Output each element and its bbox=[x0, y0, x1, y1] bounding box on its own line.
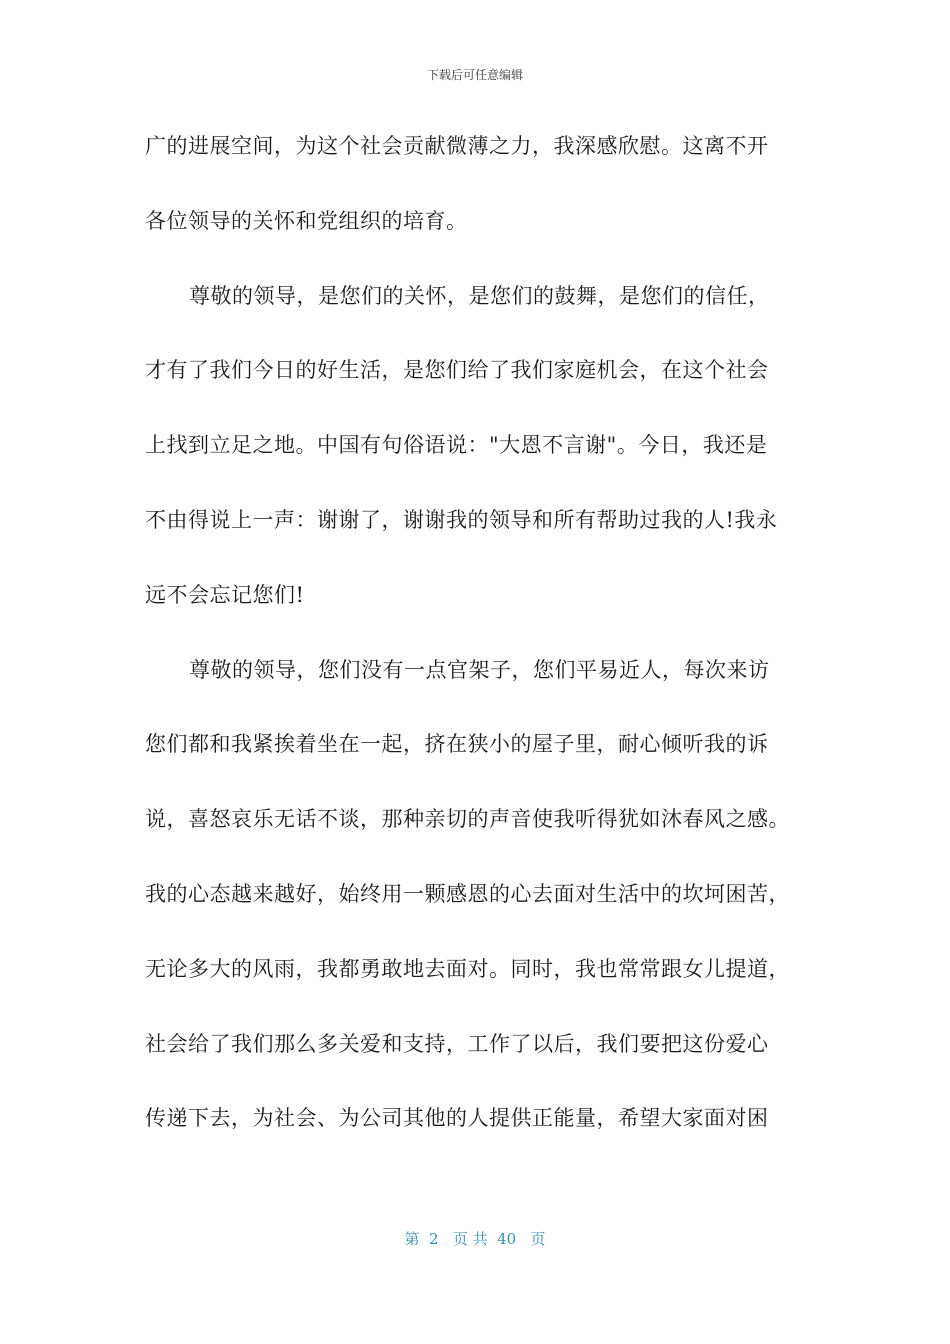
text-line: 各位领导的关怀和党组织的培育。 bbox=[145, 208, 468, 233]
text-line: 才有了我们今日的好生活，是您们给了我们家庭机会，在这个社会 bbox=[145, 358, 769, 383]
page-number-footer: 第 2 页 共 40 页 bbox=[404, 1230, 546, 1248]
text-line: 您们都和我紧挨着坐在一起，挤在狭小的屋子里，耐心倾听我的诉 bbox=[145, 732, 769, 757]
text-line: 传递下去，为社会、为公司其他的人提供正能量，希望大家面对困 bbox=[145, 1106, 769, 1131]
paragraph-start-line: 尊敬的领导，是您们的关怀，是您们的鼓舞，是您们的信任， bbox=[189, 283, 770, 308]
text-line: 说，喜怒哀乐无话不谈，那种亲切的声音使我听得犹如沐春风之感。 bbox=[145, 807, 790, 832]
text-line: 远不会忘记您们! bbox=[145, 582, 305, 607]
text-line: 社会给了我们那么多关爱和支持，工作了以后，我们要把这份爱心 bbox=[145, 1031, 769, 1056]
document-body bbox=[145, 118, 815, 1165]
text-line: 广的进展空间，为这个社会贡献微薄之力，我深感欣慰。这离不开 bbox=[145, 134, 769, 158]
text-line: 不由得说上一声：谢谢了，谢谢我的领导和所有帮助过我的人!我永 bbox=[145, 507, 778, 532]
page-header: 下载后可任意编辑 bbox=[426, 68, 523, 82]
text-line: 无论多大的风雨，我都勇敢地去面对。同时，我也常常跟女儿提道， bbox=[145, 956, 790, 981]
text-line: 上找到立足之地。中国有句俗语说："大恩不言谢"。今日，我还是 bbox=[145, 433, 768, 458]
paragraph-start-line: 尊敬的领导，您们没有一点官架子，您们平易近人，每次来访 bbox=[189, 657, 770, 682]
text-line: 我的心态越来越好，始终用一颗感恩的心去面对生活中的坎坷困苦， bbox=[145, 881, 790, 906]
